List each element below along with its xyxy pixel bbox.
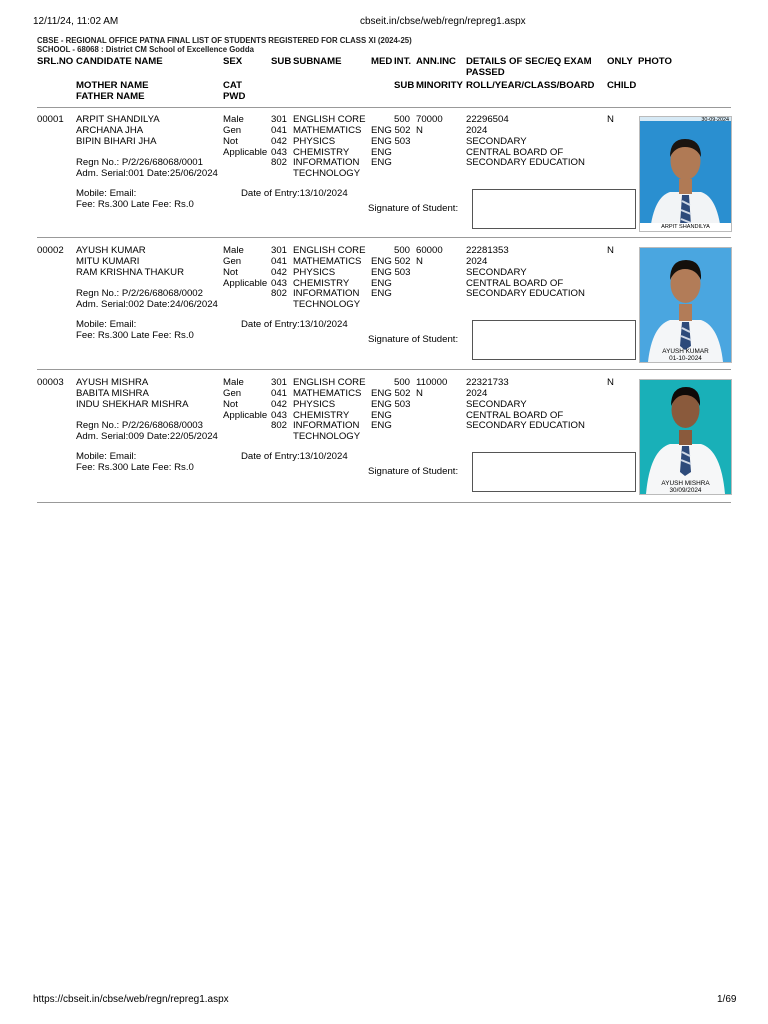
print-url-top: cbseit.in/cbse/web/regn/repreg1.aspx — [360, 16, 526, 27]
signature-label: Signature of Student: — [368, 334, 459, 345]
adm-serial: Adm. Serial:001 Date:25/06/2024 — [76, 168, 218, 179]
fee: Fee: Rs.300 Late Fee: Rs.0 — [76, 462, 194, 473]
prev-roll: 22281353 — [466, 245, 509, 256]
subject-name: ENGLISH CORE — [293, 114, 366, 125]
hdr-med: MED — [371, 56, 393, 67]
photo-caption: ARPIT SHANDILYA — [640, 223, 731, 231]
hdr-child: CHILD — [607, 80, 637, 91]
date-of-entry: Date of Entry:13/10/2024 — [241, 319, 348, 330]
subject-code: 041 — [271, 125, 288, 136]
subject-name-cont: TECHNOLOGY — [293, 431, 361, 442]
prev-year: 2024 — [466, 125, 488, 136]
fee: Fee: Rs.300 Late Fee: Rs.0 — [76, 199, 194, 210]
subject-name: MATHEMATICS — [293, 256, 362, 267]
hdr-sub: SUB — [271, 56, 292, 67]
date-of-entry: Date of Entry:13/10/2024 — [241, 188, 348, 199]
pwd-not: Not — [223, 399, 238, 410]
father-name: BIPIN BIHARI JHA — [76, 136, 157, 147]
sex: Male — [223, 114, 244, 125]
photo-caption: AYUSH MISHRA — [661, 480, 710, 487]
subject-name: CHEMISTRY — [293, 278, 350, 289]
mobile-email: Mobile: Email: — [76, 451, 137, 462]
subject-name: PHYSICS — [293, 399, 336, 410]
school-line: SCHOOL - 68068 : District CM School of Excellence Godda — [37, 45, 254, 54]
subject-name-cont: TECHNOLOGY — [293, 168, 361, 179]
pwd-not: Not — [223, 136, 238, 147]
prev-roll: 22321733 — [466, 377, 509, 388]
medium: 500 — [394, 245, 411, 256]
medium: ENG 502 — [371, 256, 411, 267]
hdr-int: INT. — [394, 56, 412, 67]
prev-board: CENTRAL BOARD OF — [466, 410, 564, 421]
minority: N — [416, 388, 423, 399]
prev-class: SECONDARY — [466, 399, 527, 410]
record-divider — [37, 369, 731, 370]
annual-income: 60000 — [416, 245, 443, 256]
medium: ENG — [371, 147, 392, 158]
subject-code: 802 — [271, 420, 288, 431]
signature-label: Signature of Student: — [368, 203, 459, 214]
photo-date-stamp: 30-09-2024 — [701, 117, 729, 123]
medium: ENG — [371, 278, 392, 289]
photo-caption-date: 30/09/2024 — [669, 487, 702, 494]
subject-name: INFORMATION — [293, 420, 360, 431]
prev-year: 2024 — [466, 256, 488, 267]
sex: Male — [223, 377, 244, 388]
hdr-sex: SEX — [223, 56, 243, 67]
pwd-applicable: Applicable — [223, 278, 268, 289]
adm-serial: Adm. Serial:009 Date:22/05/2024 — [76, 431, 218, 442]
subject-code: 043 — [271, 410, 288, 421]
student-photo — [639, 247, 732, 363]
subject-name: PHYSICS — [293, 136, 336, 147]
subject-code: 043 — [271, 147, 288, 158]
portrait-image — [640, 380, 731, 494]
prev-class: SECONDARY — [466, 267, 527, 278]
signature-label: Signature of Student: — [368, 466, 459, 477]
category: Gen — [223, 388, 242, 399]
category: Gen — [223, 256, 242, 267]
subject-name: PHYSICS — [293, 267, 336, 278]
mobile-email: Mobile: Email: — [76, 188, 137, 199]
student-photo — [639, 379, 732, 495]
subject-name: MATHEMATICS — [293, 125, 362, 136]
report-title: CBSE - REGIONAL OFFICE PATNA FINAL LIST OF STUDENTS REGISTERED FOR CLASS XI (2024-25) — [37, 36, 412, 45]
srl-no: 00003 — [37, 377, 64, 388]
prev-class: SECONDARY — [466, 136, 527, 147]
prev-board-cont: SECONDARY EDUCATION — [466, 157, 585, 168]
subject-code: 042 — [271, 399, 288, 410]
sex: Male — [223, 245, 244, 256]
regn-no: Regn No.: P/2/26/68068/0002 — [76, 288, 203, 299]
mother-name: BABITA MISHRA — [76, 388, 149, 399]
medium: ENG 502 — [371, 388, 411, 399]
subject-code: 301 — [271, 377, 288, 388]
record-divider — [37, 237, 731, 238]
subject-code: 802 — [271, 157, 288, 168]
hdr-father: FATHER NAME — [76, 91, 145, 102]
hdr-subname: SUBNAME — [293, 56, 342, 67]
srl-no: 00002 — [37, 245, 64, 256]
hdr-candidate: CANDIDATE NAME — [76, 56, 163, 67]
hdr-cat: CAT — [223, 80, 243, 91]
hdr-photo: PHOTO — [638, 56, 672, 67]
subject-code: 802 — [271, 288, 288, 299]
hdr-srl: SRL.NO — [37, 56, 74, 67]
adm-serial: Adm. Serial:002 Date:24/06/2024 — [76, 299, 218, 310]
header-divider — [37, 107, 731, 108]
subject-name: ENGLISH CORE — [293, 245, 366, 256]
candidate-name: AYUSH KUMAR — [76, 245, 146, 256]
date-of-entry: Date of Entry:13/10/2024 — [241, 451, 348, 462]
medium: ENG 503 — [371, 399, 411, 410]
annual-income: 70000 — [416, 114, 443, 125]
hdr-roll: ROLL/YEAR/CLASS/BOARD — [466, 80, 595, 91]
medium: 500 — [394, 377, 411, 388]
father-name: INDU SHEKHAR MISHRA — [76, 399, 189, 410]
subject-name: CHEMISTRY — [293, 147, 350, 158]
hdr-details: DETAILS OF SEC/EQ EXAM — [466, 56, 592, 67]
signature-box — [472, 452, 636, 492]
category: Gen — [223, 125, 242, 136]
medium: ENG — [371, 410, 392, 421]
pwd-not: Not — [223, 267, 238, 278]
medium: ENG 503 — [371, 267, 411, 278]
print-datetime: 12/11/24, 11:02 AM — [33, 16, 119, 27]
photo-caption-date: 01-10-2024 — [669, 355, 702, 362]
prev-year: 2024 — [466, 388, 488, 399]
student-photo — [639, 116, 732, 232]
minority: N — [416, 256, 423, 267]
hdr-only: ONLY — [607, 56, 633, 67]
mother-name: ARCHANA JHA — [76, 125, 144, 136]
signature-box — [472, 189, 636, 229]
subject-code: 041 — [271, 256, 288, 267]
pwd-applicable: Applicable — [223, 147, 268, 158]
medium: ENG — [371, 420, 392, 431]
hdr-sub2: SUB — [394, 80, 415, 91]
candidate-name: AYUSH MISHRA — [76, 377, 149, 388]
subject-code: 043 — [271, 278, 288, 289]
subject-name: CHEMISTRY — [293, 410, 350, 421]
regn-no: Regn No.: P/2/26/68068/0003 — [76, 420, 203, 431]
print-url-bottom: https://cbseit.in/cbse/web/regn/repreg1.aspx — [33, 994, 229, 1005]
portrait-image — [640, 248, 731, 362]
medium: ENG 502 — [371, 125, 411, 136]
subject-code: 301 — [271, 114, 288, 125]
subject-code: 042 — [271, 136, 288, 147]
medium: 500 — [394, 114, 411, 125]
subject-code: 042 — [271, 267, 288, 278]
prev-board-cont: SECONDARY EDUCATION — [466, 288, 585, 299]
only-child: N — [607, 377, 614, 388]
prev-roll: 22296504 — [466, 114, 509, 125]
regn-no: Regn No.: P/2/26/68068/0001 — [76, 157, 203, 168]
subject-name: MATHEMATICS — [293, 388, 362, 399]
hdr-pwd: PWD — [223, 91, 246, 102]
subject-name: ENGLISH CORE — [293, 377, 366, 388]
medium: ENG — [371, 157, 392, 168]
subject-name: INFORMATION — [293, 288, 360, 299]
record-divider — [37, 502, 731, 503]
fee: Fee: Rs.300 Late Fee: Rs.0 — [76, 330, 194, 341]
subject-code: 041 — [271, 388, 288, 399]
mobile-email: Mobile: Email: — [76, 319, 137, 330]
minority: N — [416, 125, 423, 136]
subject-name: INFORMATION — [293, 157, 360, 168]
hdr-mother: MOTHER NAME — [76, 80, 149, 91]
only-child: N — [607, 114, 614, 125]
print-page-number: 1/69 — [717, 994, 737, 1005]
medium: ENG — [371, 288, 392, 299]
prev-board: CENTRAL BOARD OF — [466, 147, 564, 158]
only-child: N — [607, 245, 614, 256]
subject-code: 301 — [271, 245, 288, 256]
signature-box — [472, 320, 636, 360]
medium: ENG 503 — [371, 136, 411, 147]
mother-name: MITU KUMARI — [76, 256, 140, 267]
hdr-details-passed: PASSED — [466, 67, 505, 78]
father-name: RAM KRISHNA THAKUR — [76, 267, 185, 278]
hdr-minority: MINORITY — [416, 80, 463, 91]
candidate-name: ARPIT SHANDILYA — [76, 114, 160, 125]
subject-name-cont: TECHNOLOGY — [293, 299, 361, 310]
pwd-applicable: Applicable — [223, 410, 268, 421]
photo-caption: AYUSH KUMAR — [662, 348, 709, 355]
hdr-ann-inc: ANN.INC — [416, 56, 456, 67]
portrait-image — [640, 117, 731, 231]
prev-board-cont: SECONDARY EDUCATION — [466, 420, 585, 431]
prev-board: CENTRAL BOARD OF — [466, 278, 564, 289]
annual-income: 110000 — [416, 377, 448, 388]
srl-no: 00001 — [37, 114, 64, 125]
